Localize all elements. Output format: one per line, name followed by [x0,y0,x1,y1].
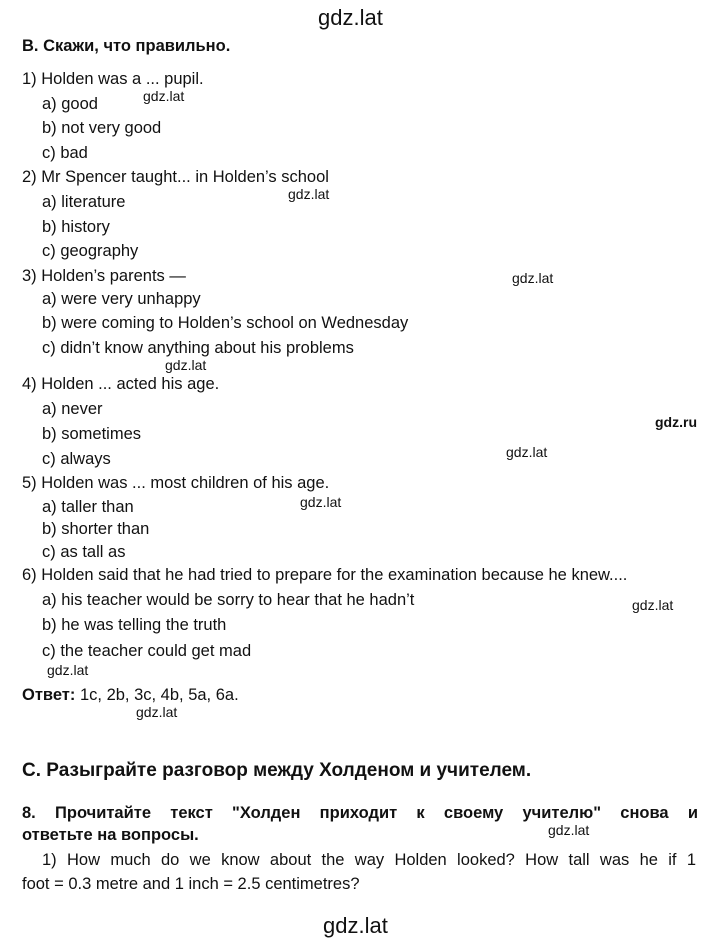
question-6-option-c: c) the teacher could get mad [42,642,252,660]
question-5-stem: 5) Holden was ... most children of his age. [22,474,330,492]
question-5-option-b: b) shorter than [42,520,150,538]
watermark-ru: gdz.ru [655,414,697,430]
answer-text: 1c, 2b, 3c, 4b, 5a, 6a. [75,686,239,704]
question-3-stem: 3) Holden’s parents — [22,267,186,285]
section-b-title: В. Скажи, что правильно. [22,37,231,55]
answer-line [22,686,239,705]
watermark-small: gdz.lat [47,662,89,678]
question-3-option-a: a) were very unhappy [42,290,201,308]
question-2-option-a: a) literature [42,193,126,211]
question-5-option-a: a) taller than [42,498,134,516]
question-1-stem: 1) Holden was a ... pupil. [22,70,204,88]
watermark-small: gdz.lat [512,270,554,286]
question-2-stem: 2) Mr Spencer taught... in Holden’s school [22,168,329,186]
question-4-stem: 4) Holden ... acted his age. [22,375,220,393]
question-6-option-b: b) he was telling the truth [42,616,227,634]
question-1-option-b: b) not very good [42,119,162,137]
watermark-small: gdz.lat [548,822,590,838]
watermark-small: gdz.lat [143,88,185,104]
question-5-option-c: c) as tall as [42,543,126,561]
task-8-question-1-line2: foot = 0.3 metre and 1 inch = 2.5 centimetres? [22,875,360,893]
section-c-title: С. Разыграйте разговор между Холденом и учителем. [22,760,532,781]
question-4-option-b: b) sometimes [42,425,142,443]
question-6-stem: 6) Holden said that he had tried to prepare for the examination because he knew.... [22,566,628,584]
question-4-option-c: c) always [42,450,111,468]
task-8-question-1-line1: 1) How much do we know about the way Holden looked? How tall was he if 1 [42,851,696,869]
watermark-small: gdz.lat [165,357,207,373]
question-6-option-a: a) his teacher would be sorry to hear that he hadn’t [42,591,415,609]
question-2-option-b: b) history [42,218,110,236]
task-8-heading-line1: 8. Прочитайте текст "Холден приходит к своему учителю" снова и [22,804,698,822]
answer-label: Ответ: [22,686,76,704]
question-2-option-c: c) geography [42,242,139,260]
watermark-small: gdz.lat [300,494,342,510]
watermark-bottom: gdz.lat [323,913,388,938]
watermark-top: gdz.lat [318,5,383,30]
question-1-option-c: c) bad [42,144,88,162]
question-3-option-b: b) were coming to Holden’s school on Wednesday [42,314,409,332]
task-8-heading-line2: ответьте на вопросы. [22,826,199,844]
question-4-option-a: a) never [42,400,103,418]
question-3-option-c: c) didn’t know anything about his problems [42,339,354,357]
watermark-small: gdz.lat [288,186,330,202]
watermark-small: gdz.lat [506,444,548,460]
watermark-small: gdz.lat [632,597,674,613]
question-1-option-a: a) good [42,95,98,113]
watermark-small: gdz.lat [136,704,178,720]
